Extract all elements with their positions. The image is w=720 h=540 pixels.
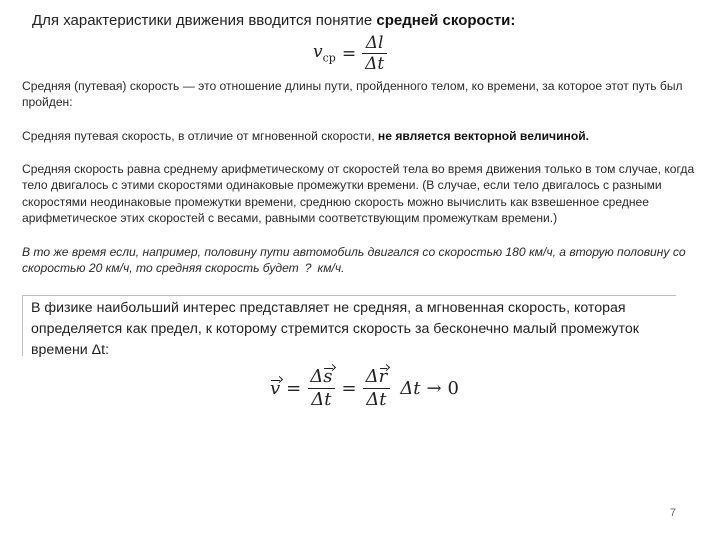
formula-instant-zero: 0 (447, 378, 459, 399)
paragraph-arithmetic-mean: Средняя скорость равна среднему арифметическому от скоростей тела во время движения только в том случае, когда тело двигалось с этими скоростями одинаковые промежутки времени. (В случае, если тело двигалось с разными скоростями неодинаковые промежутки времени, среднюю скорость можно вычислить как взвешенное среднее арифметическое этих скоростей с весами, равными соответствующим промежуткам времени.) (22, 162, 695, 225)
example-before: В то же время если, например, половину пути автомобиль двигался со скоростью 180 км/ч, а вторую половину со скоростью 20 км/ч, то средняя скорость будет (22, 245, 686, 276)
title-bold: средней скорости: (376, 12, 516, 29)
formula-instant-fraction-2 (363, 366, 391, 411)
instant-speed-text: В физике наибольший интерес представляет не средняя, а мгновенная скорость, которая определяется как предел, к которому стремится скорость за бесконечно малый промежуток времени Δt: (31, 300, 639, 358)
paragraph-definition: Средняя (путевая) скорость — это отношение длины пути, пройденного телом, ко времени, за которое этот путь был пройден: (22, 79, 683, 110)
formula-average-speed (313, 33, 387, 74)
formula-instant-limit: Δt (400, 378, 421, 399)
formula-instant-fraction-1 (307, 366, 335, 411)
formula-instant-numerator-1-var: s (323, 366, 333, 387)
formula-instant-equals-1: = (286, 378, 302, 399)
formula-average-fraction (362, 33, 387, 74)
instant-speed-box (22, 295, 676, 356)
formula-average-equals: = (341, 43, 357, 64)
formula-instant-denominator-2: Δt (363, 388, 389, 411)
formula-instant-numerator-1 (307, 366, 335, 388)
formula-instant-numerator-1-delta: Δ (310, 366, 324, 387)
formula-instant-denominator-1: Δt (308, 388, 334, 411)
paragraph-not-vector (22, 128, 700, 144)
example-after: км/ч. (317, 261, 345, 276)
formula-instant-numerator-2-var: r (378, 366, 388, 387)
formula-instant-equals-2: = (341, 378, 357, 399)
formula-instant-numerator-2 (363, 366, 391, 388)
formula-instant-speed (270, 366, 459, 411)
paragraph-example (22, 244, 700, 277)
example-question-mark: ? (304, 261, 312, 276)
formula-average-denominator: Δt (362, 53, 387, 74)
title-lead: Для характеристики движения вводится понятие (32, 12, 377, 29)
formula-average-numerator: Δl (365, 33, 384, 53)
slide-title (32, 12, 515, 29)
paragraph-not-vector-lead: Средняя путевая скорость, в отличие от мгновенной скорости, (22, 129, 378, 143)
formula-instant-lhs: v (270, 378, 281, 399)
paragraph-not-vector-bold: не является векторной величиной. (377, 129, 589, 143)
formula-average-lhs-var: v (313, 42, 323, 63)
page-number: 7 (669, 507, 676, 519)
formula-average-lhs-sub: ср (322, 51, 336, 65)
formula-instant-arrow: → (426, 378, 442, 399)
formula-average-lhs (313, 42, 336, 64)
formula-instant-numerator-2-delta: Δ (365, 366, 379, 387)
